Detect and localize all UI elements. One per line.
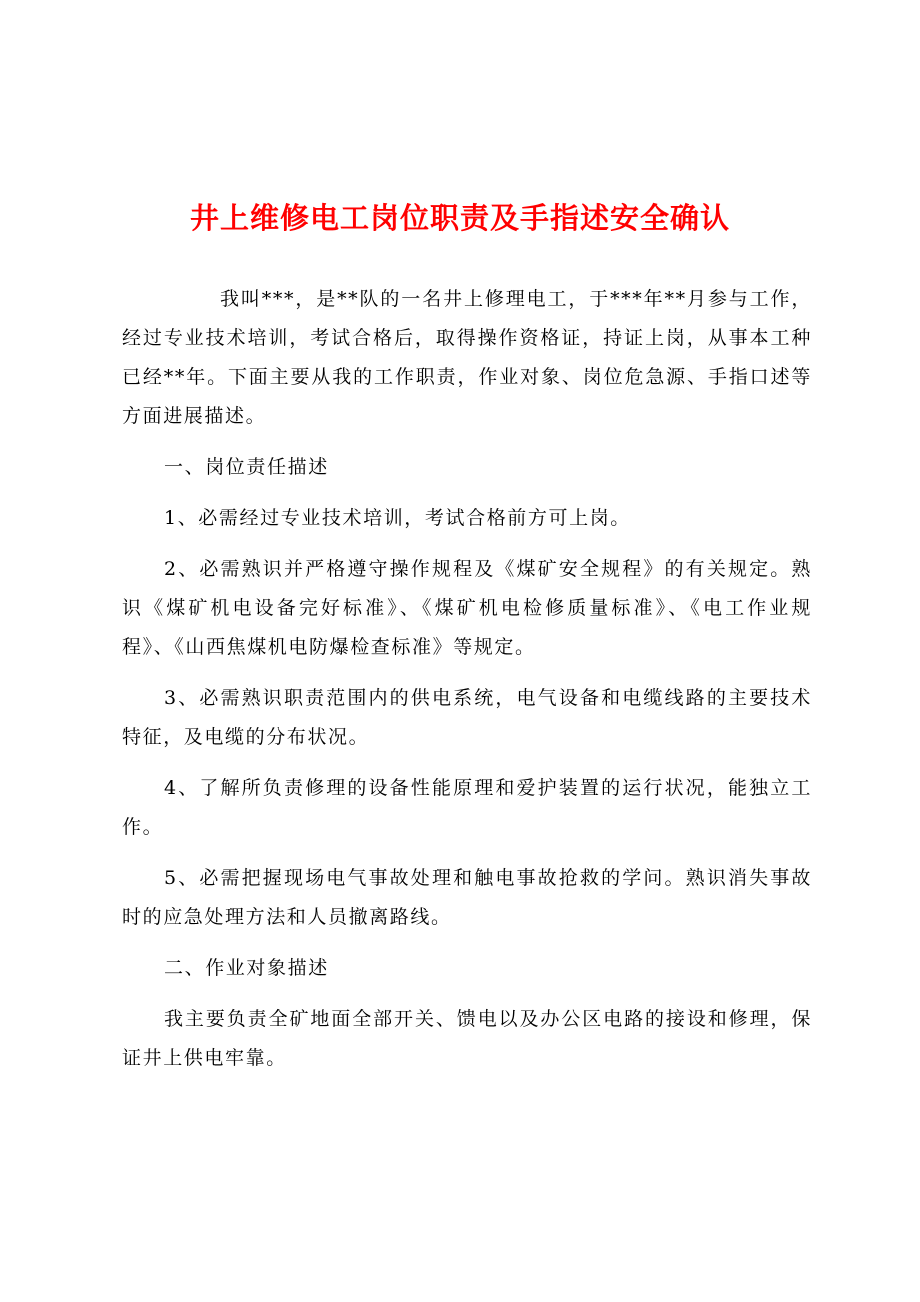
duty-item-2: 2、必需熟识并严格遵守操作规程及《煤矿安全规程》的有关规定。熟识《煤矿机电设备完好标准》、《煤矿机电检修质量标准》、《电工作业规程》、《山西焦煤机电防爆检查标准》等规定。 [122, 558, 812, 658]
duty-item-5: 5、必需把握现场电气事故处理和触电事故抢救的学问。熟识消失事故时的应急处理方法和人员撤离路线。 [122, 867, 812, 928]
objects-paragraph: 我主要负责全矿地面全部开关、馈电以及办公区电路的接设和修理，保证井上供电牢靠。 [122, 1008, 812, 1069]
duty-item-3: 3、必需熟识职责范围内的供电系统，电气设备和电缆线路的主要技术特征，及电缆的分布状况。 [122, 687, 812, 748]
document-body [122, 280, 812, 1090]
section-heading-duties: 一、岗位责任描述 [164, 456, 329, 478]
intro-paragraph: 我叫***，是**队的一名井上修理电工，于***年**月参与工作，经过专业技术培训，考试合格后，取得操作资格证，持证上岗，从事本工种已经**年。下面主要从我的工作职责，作业对象、岗位危急源、手指口述等方面进展描述。 [122, 288, 812, 427]
duty-item-1: 1、必需经过专业技术培训，考试合格前方可上岗。 [164, 507, 631, 529]
section-heading-objects: 二、作业对象描述 [164, 957, 329, 979]
document-title: 井上维修电工岗位职责及手指述安全确认 [189, 201, 730, 235]
duty-item-4: 4、了解所负责修理的设备性能原理和爱护装置的运行状况，能独立工作。 [122, 777, 812, 838]
